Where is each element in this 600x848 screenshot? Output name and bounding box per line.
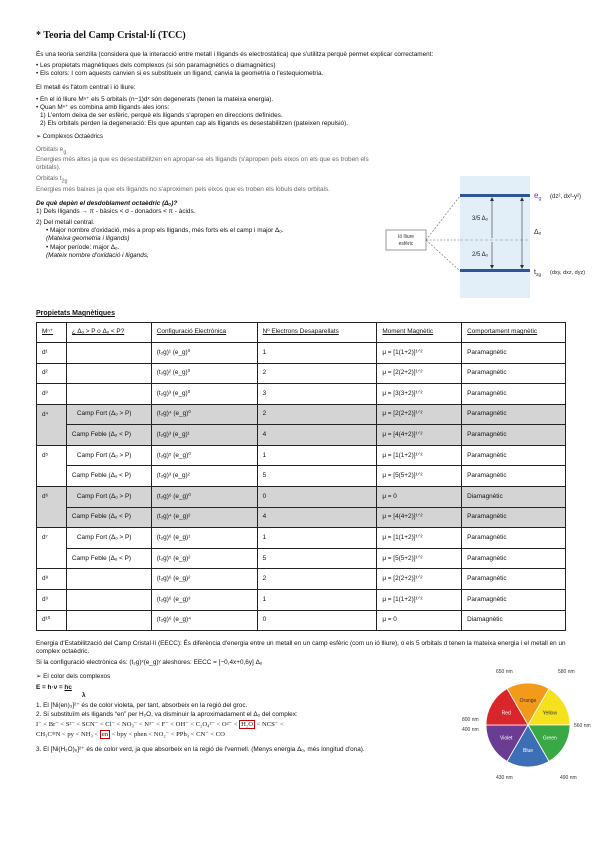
table-cell-mu: μ = [2(2+2)]¹ᐟ² [377,569,462,590]
free-ion-label: Ió lliure [397,233,415,240]
table-cell-beh: Paramagnètic [462,384,566,405]
table-cell-dn: d⁹ [37,590,67,611]
table-row [37,445,566,466]
table-cell-beh: Paramagnètic [462,425,566,446]
wavelength-label: 490 nm [560,774,577,781]
magnetic-properties-title: Propietats Magnètiques [36,309,115,317]
table-cell-beh: Paramagnètic [462,507,566,528]
eecc-definition: Energia d'Estabilització del Camp Cristal·lí (EECC): És diferència d'energia entre un metall en un camp esfèric (com un ió lliure), o els 5 orbitals d tenen la mateixa energia i el metall en un complex octaèdric. [36,640,566,656]
period-rule: • Major període: major Δₒ. [46,243,120,251]
table-cell-n: 5 [257,548,377,569]
table-cell-config: (t₂g)⁵ (e_g)² [151,548,257,569]
table-cell-dn: d⁷ [37,528,67,549]
color-wheel-label: Blue [522,747,534,754]
table-cell-field [66,569,151,590]
free-ion-box [386,230,426,250]
table-cell-field [66,342,151,363]
wavelength-label: 560 nm [574,722,591,729]
table-cell-mu: μ = [4(4+2)]¹ᐟ² [377,425,462,446]
table-cell-beh: Paramagnètic [462,590,566,611]
eg-symbol: $e_g$ [534,190,542,202]
table-cell-beh: Diamagnètic [462,610,566,631]
table-cell-field [66,384,151,405]
color-wheel-label: Red [501,710,511,717]
connector-line [426,240,460,271]
table-row [37,610,566,631]
table-cell-beh: Diamagnètic [462,487,566,508]
table-cell-field: Camp Fort (Δₒ > P) [66,528,151,549]
table-cell-config: (t₂g)³ (e_g)² [151,466,257,487]
color-wheel-label: Yellow [542,710,557,717]
color-wheel-label: Violet [499,735,513,742]
table-cell-mu: μ = [5(5+2)]¹ᐟ² [377,548,462,569]
splitting-question: De què depèn el desdoblament octaèdric (Δₒ)? [36,199,178,207]
table-cell-beh: Paramagnètic [462,404,566,425]
magnetic-properties-table [36,322,566,631]
table-cell-n: 4 [257,425,377,446]
color-item-2: 2. Si substituïm els lligands “en” per H₂O, va disminuir la aproximadament el Δₒ del complex: [36,710,298,718]
intro-list [36,62,564,78]
color-text [36,673,456,754]
table-cell-config: (t₂g)³ (e_g)¹ [151,425,257,446]
color-heading: ➢ El color dels complexos [36,672,111,680]
table-cell-mu: μ = [5(5+2)]¹ᐟ² [377,466,462,487]
page-title: * Teoria del Camp Cristal·lí (TCC) [36,30,186,41]
table-row [37,404,566,425]
table-row [37,466,566,487]
table-cell-dn [37,507,67,528]
table-cell-mu: μ = [3(3+2)]¹ᐟ² [377,384,462,405]
table-cell-field: Camp Fort (Δₒ > P) [66,404,151,425]
column-header: Configuració Electrònica [151,322,257,342]
table-cell-n: 1 [257,342,377,363]
table-cell-mu: μ = [2(2+2)]¹ᐟ² [377,363,462,384]
table-cell-dn: d⁸ [37,569,67,590]
table-row [37,548,566,569]
table-row [37,569,566,590]
table-cell-config: (t₂g)⁴ (e_g)⁰ [151,404,257,425]
table-cell-config: (t₂g)⁶ (e_g)² [151,569,257,590]
table-cell-dn: d² [37,363,67,384]
table-row [37,528,566,549]
table-cell-config: (t₂g)⁴ (e_g)² [151,507,257,528]
table-cell-field: Camp Feble (Δₒ < P) [66,548,151,569]
table-cell-n: 0 [257,610,377,631]
eg-orbitals: (dz², dx²-y²) [550,193,581,200]
table-row [37,590,566,611]
highlighted-ligand: en [101,731,109,739]
column-header: Moment Magnètic [377,322,462,342]
oxidation-rule: • Major nombre d'oxidació, més a prop els lligands, més forts els el camp i major Δₒ. [46,227,284,235]
delta-label: Δₒ [534,228,542,236]
table-row [37,487,566,508]
table-cell-dn [37,466,67,487]
table-cell-beh: Paramagnètic [462,548,566,569]
table-cell-mu: μ = 0 [377,487,462,508]
table-cell-mu: μ = [1(1+2)]¹ᐟ² [377,528,462,549]
table-cell-field: Camp Fort (Δₒ > P) [66,487,151,508]
table-cell-n: 4 [257,507,377,528]
wavelength-label: 650 nm [496,668,513,675]
table-cell-n: 3 [257,384,377,405]
table-cell-mu: μ = [2(2+2)]¹ᐟ² [377,404,462,425]
table-cell-beh: Paramagnètic [462,528,566,549]
octahedral-text [36,146,381,260]
t2g-level [460,269,530,272]
table-cell-mu: μ = [1(1+2)]¹ᐟ² [377,590,462,611]
column-header: Nº Electrons Desaparellats [257,322,377,342]
table-cell-n: 2 [257,569,377,590]
intro-text: És una teoria senzilla (considera que la interacció entre metall i lligands és electrostàtica) que s'utilitza perquè permet explicar correctament: [36,50,434,58]
wavelength-label: 400 nm [462,726,479,733]
table-row [37,342,566,363]
free-ion-list [36,96,564,129]
t2g-orbitals: (dxy, dxz, dyz) [550,269,586,276]
table-cell-config: (t₂g)⁶ (e_g)³ [151,590,257,611]
table-cell-n: 1 [257,590,377,611]
table-cell-beh: Paramagnètic [462,342,566,363]
table-cell-dn: d⁴ [37,404,67,425]
eg-level [460,194,530,197]
t2g-symbol: $t_{2g}$ [534,268,541,277]
table-cell-mu: μ = [1(1+2)]¹ᐟ² [377,342,462,363]
energy-equation: E = h·ν = hc [36,683,72,691]
three-fifths-label: 3/5 Δₒ [472,215,488,222]
table-cell-config: (t₂g)³ (e_g)⁰ [151,384,257,405]
crystal-field-splitting-diagram [382,176,600,298]
table-cell-config: (t₂g)⁶ (e_g)⁰ [151,487,257,508]
wavelength-label: 800 nm [462,716,479,723]
table-cell-n: 2 [257,363,377,384]
table-cell-beh: Paramagnètic [462,363,566,384]
table-cell-mu: μ = 0 [377,610,462,631]
table-cell-field: Camp Feble (Δₒ < P) [66,507,151,528]
two-fifths-label: 2/5 Δₒ [472,251,488,258]
table-cell-field: Camp Feble (Δₒ < P) [66,466,151,487]
color-wheel-label: Orange [519,697,537,704]
free-ion-label: esfèric [398,240,414,247]
column-header: Comportament magnètic [462,322,566,342]
color-item-1: 1. El [Ni(en)₃]²⁺ és de color violeta, per tant, absorbeix en la regió del groc. [36,702,248,710]
wavelength-label: 430 nm [496,774,513,781]
table-cell-dn: d¹⁰ [37,610,67,631]
table-row [37,384,566,405]
color-wheel [456,665,600,785]
table-cell-field [66,590,151,611]
column-header: ¿ Δₒ > P o Δₒ < P? [66,322,151,342]
table-cell-mu: μ = [4(4+2)]¹ᐟ² [377,507,462,528]
table-cell-n: 1 [257,528,377,549]
table-cell-field [66,610,151,631]
table-row [37,507,566,528]
spectrochemical-series-2: CH₃C≡N < py < NH₃ < en < bpy < phen < NO₂⁻ < PPh₃ < CN⁻ < CO [36,731,225,739]
period-note: (Mateix nombre d'oxidació i lligands, [46,251,149,259]
table-header-row [37,322,566,342]
intro-bullet: • Els colors: I com aquests canvien si es substitueix un lligand, canvia la geometria o l'estequiometria. [36,70,324,78]
table-cell-config: (t₂g)² (e_g)⁰ [151,363,257,384]
free-ion-subitem: 2) Els orbitals perden la degeneració: Els que apunten cap als lligands es desestabilitzen (pateixen repulsió). [40,120,349,128]
t2g-description: Energies més baixes ja que els lligands no s'aproximen pels eixos que es troben els lòbuls dels orbitals. [36,185,330,193]
table-cell-field: Camp Feble (Δₒ < P) [66,425,151,446]
energy-equation-denominator: λ [82,692,86,700]
table-row [37,363,566,384]
table-cell-n: 2 [257,404,377,425]
wavelength-label: 580 nm [558,668,575,675]
table-cell-dn [37,548,67,569]
table-cell-field [66,363,151,384]
table-cell-n: 0 [257,487,377,508]
connector-line [426,196,460,240]
table-cell-dn: d³ [37,384,67,405]
free-ion-subitem: 1) L'entorn deixa de ser esfèric, perquè els lligands s'apropen en direccions definides. [40,111,283,119]
eg-description: Energies més altes ja que es desestabilitzen en apropar-se els lligands (s'apropen pels eixos on els que es troben els orbitals). [36,156,369,172]
table-cell-n: 5 [257,466,377,487]
table-row [37,425,566,446]
splitting-factor-metal: 2) Del metall central. [36,219,95,227]
t2g-title: Orbitals $t_{2g}$ [36,175,68,185]
free-ion-bullet: • Quan Mⁿ⁺ es combina amb lligands ales ions: [36,103,170,111]
eg-title: Orbitals $e_g$ [36,145,67,156]
table-cell-beh: Paramagnètic [462,466,566,487]
color-item-3: 3. El [Ni(H₂O)₆]²⁺ és de color verd, ja que absorbeix en la regió de l'vermell. (Menys energia Δₒ, més longitud d'ona). [36,745,365,753]
table-cell-config: (t₂g)⁵ (e_g)⁰ [151,445,257,466]
column-header: Mⁿ⁺ [37,322,67,342]
table-cell-beh: Paramagnètic [462,569,566,590]
intro-bullet: • Les propietats magnètiques dels complexos (si són paramagnètics o diamagnètics) [36,61,276,69]
highlighted-ligand: H₂O [241,720,253,728]
table-cell-config: (t₂g)¹ (e_g)⁰ [151,342,257,363]
color-section [36,668,591,783]
magnetic-table-body [37,342,566,630]
table-cell-config: (t₂g)⁶ (e_g)¹ [151,528,257,549]
table-cell-dn: d⁶ [37,487,67,508]
table-cell-field: Camp Fort (Δₒ > P) [66,445,151,466]
free-ion-bullet: • En el ió lliure Mⁿ⁺ els 5 orbitals (n−1)dˣ són degenerats (tenen la mateixa energia). [36,95,274,103]
octahedral-section [36,145,586,296]
eecc-formula: Si la configuració electrònica és: (t₂g)ˣ(e_g)ʸ aleshores: EECC = [−0,4x+0,6y] Δₒ [36,658,263,666]
octahedral-heading: ➢ Complexos Octaèdrics [36,134,104,141]
free-ion-heading: El metall és l'àtom central i ió lliure: [36,84,136,92]
spectrochemical-series-1: I⁻ < Br⁻ < S²⁻ < SCN⁻ < Cl⁻ < NO₃⁻ < N³⁻ < F⁻ < OH⁻ < C₂O₄²⁻ < O²⁻ < H₂O < NCS⁻ < [36,720,284,728]
oxidation-note: (Mateixa geometria i lligands) [46,235,130,243]
table-cell-config: (t₂g)⁶ (e_g)⁴ [151,610,257,631]
splitting-factor-ligands: 1) Dels lligands → π - bàsics < σ - donadors < π - àcids. [36,207,196,215]
table-cell-dn [37,425,67,446]
table-cell-n: 1 [257,445,377,466]
table-cell-dn: d¹ [37,342,67,363]
table-cell-mu: μ = [1(1+2)]¹ᐟ² [377,445,462,466]
table-cell-dn: d⁵ [37,445,67,466]
color-wheel-label: Green [542,735,557,742]
table-cell-beh: Paramagnètic [462,445,566,466]
